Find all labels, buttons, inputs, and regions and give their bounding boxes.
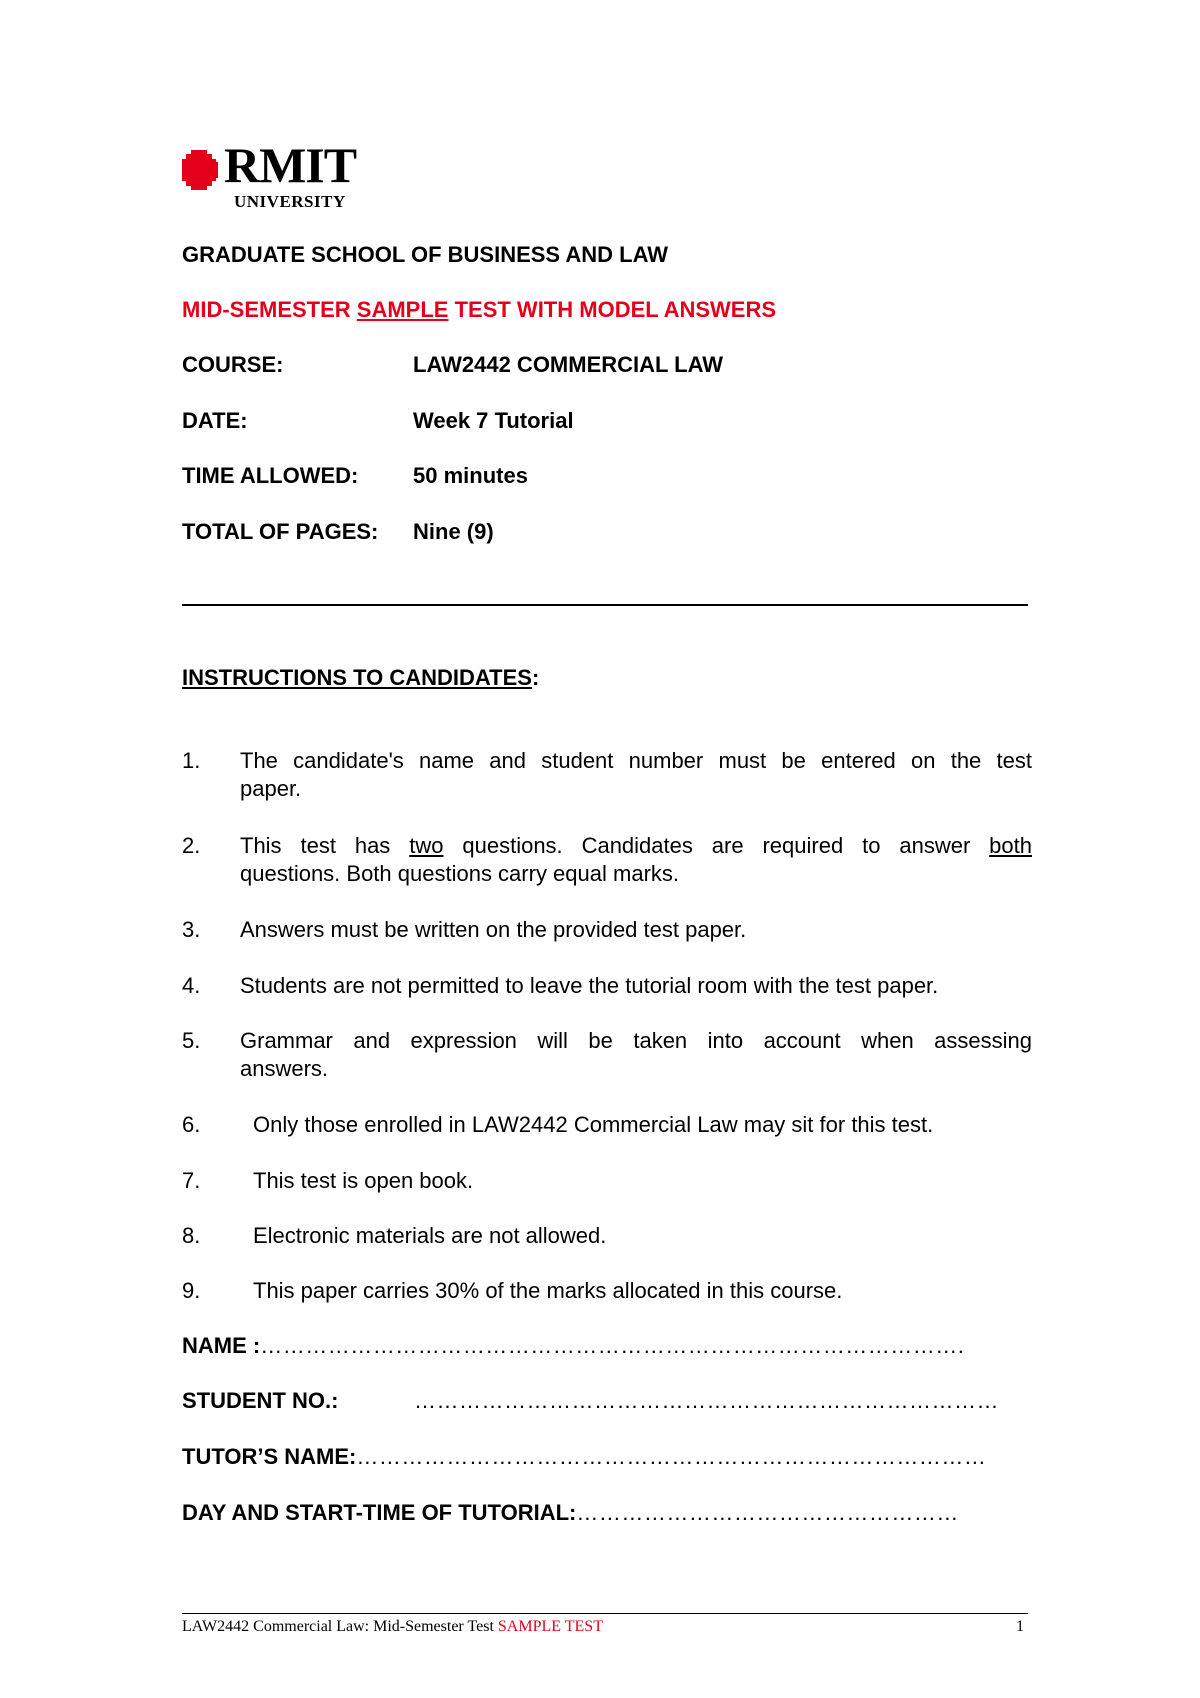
school-heading: GRADUATE SCHOOL OF BUSINESS AND LAW bbox=[182, 242, 669, 267]
instructions-heading bbox=[182, 665, 539, 691]
tutorial-time-field[interactable] bbox=[182, 1500, 959, 1526]
instruction-text: Students are not permitted to leave the tutorial room with the test paper. bbox=[240, 973, 939, 998]
time-allowed-value: 50 minutes bbox=[413, 463, 528, 488]
rmit-pixel-mark-icon bbox=[182, 150, 222, 190]
instruction-line bbox=[240, 832, 1032, 860]
instruction-item bbox=[182, 832, 1032, 888]
instruction-text bbox=[240, 1027, 1032, 1083]
instruction-line: Grammar and expression will be taken into account when assessing bbox=[240, 1028, 1032, 1053]
instruction-number: 7. bbox=[182, 1168, 201, 1193]
instruction-text: This paper carries 30% of the marks allocated in this course. bbox=[253, 1278, 843, 1303]
instruction-number: 9. bbox=[182, 1278, 201, 1303]
footer-course: LAW2442 Commercial Law: Mid-Semester Test bbox=[182, 1618, 498, 1635]
instruction-line-cont: answers. bbox=[240, 1056, 329, 1081]
instruction-underlined: both bbox=[989, 833, 1032, 858]
page-number: 1 bbox=[1016, 1618, 1024, 1635]
instruction-line: The candidate's name and student number must be entered on the test bbox=[240, 748, 1032, 773]
instruction-text bbox=[240, 747, 1032, 803]
tutorial-time-label: DAY AND START-TIME OF TUTORIAL: bbox=[182, 1500, 577, 1525]
instruction-line-cont: questions. Both questions carry equal marks. bbox=[240, 861, 680, 886]
date-label: DATE: bbox=[182, 408, 248, 433]
name-field[interactable] bbox=[182, 1333, 964, 1359]
time-allowed-label: TIME ALLOWED: bbox=[182, 463, 359, 488]
instruction-text: This test is open book. bbox=[253, 1168, 474, 1193]
instructions-heading-text: INSTRUCTIONS TO CANDIDATES bbox=[182, 665, 532, 690]
instruction-underlined: two bbox=[409, 833, 444, 858]
instruction-part: This test has bbox=[240, 833, 410, 858]
student-no-dots[interactable]: …………………………………………………………………… bbox=[414, 1388, 999, 1413]
date-value: Week 7 Tutorial bbox=[413, 408, 574, 433]
instructions-heading-colon: : bbox=[531, 665, 540, 690]
logo-wordmark: RMIT bbox=[224, 137, 357, 193]
instruction-number: 4. bbox=[182, 973, 201, 998]
instruction-part: questions. Candidates are required to answer bbox=[443, 833, 990, 858]
instruction-number: 5. bbox=[182, 1028, 201, 1053]
instruction-line-cont: paper. bbox=[240, 776, 302, 801]
rmit-logo bbox=[182, 137, 382, 212]
tutor-name-dots[interactable]: ………………………………………………………………………… bbox=[356, 1444, 987, 1469]
instruction-text bbox=[240, 832, 1032, 888]
instruction-number: 1. bbox=[182, 748, 201, 773]
test-title bbox=[182, 297, 776, 323]
test-title-sample: SAMPLE bbox=[356, 297, 449, 322]
test-title-before: MID-SEMESTER bbox=[182, 297, 357, 322]
tutorial-time-dots[interactable]: …………………………………………… bbox=[576, 1500, 959, 1525]
instruction-number: 2. bbox=[182, 833, 201, 858]
total-pages-value: Nine (9) bbox=[413, 519, 494, 544]
name-field-dots[interactable]: …………………………………………………………………………………. bbox=[260, 1333, 965, 1358]
course-value: LAW2442 COMMERCIAL LAW bbox=[413, 352, 724, 377]
footer-text bbox=[182, 1617, 603, 1637]
instruction-number: 8. bbox=[182, 1223, 201, 1248]
tutor-name-field[interactable] bbox=[182, 1444, 986, 1470]
instruction-item bbox=[182, 747, 1032, 803]
logo-subtitle: UNIVERSITY bbox=[234, 192, 346, 211]
footer-divider bbox=[182, 1613, 1028, 1614]
instruction-item bbox=[182, 1027, 1032, 1083]
instruction-number: 6. bbox=[182, 1112, 201, 1137]
instruction-text: Electronic materials are not allowed. bbox=[253, 1223, 607, 1248]
instruction-number: 3. bbox=[182, 917, 201, 942]
section-divider bbox=[182, 604, 1028, 606]
footer-sample-test: SAMPLE TEST bbox=[497, 1618, 603, 1635]
test-title-after: TEST WITH MODEL ANSWERS bbox=[448, 297, 777, 322]
student-no-label: STUDENT NO.: bbox=[182, 1388, 339, 1413]
name-field-label: NAME : bbox=[182, 1333, 261, 1358]
instruction-text: Answers must be written on the provided test paper. bbox=[240, 917, 747, 942]
course-label: COURSE: bbox=[182, 352, 284, 377]
tutor-name-label: TUTOR’S NAME: bbox=[182, 1444, 357, 1469]
instruction-text: Only those enrolled in LAW2442 Commercial Law may sit for this test. bbox=[253, 1112, 934, 1137]
student-no-field[interactable] bbox=[182, 1388, 999, 1414]
total-pages-label: TOTAL OF PAGES: bbox=[182, 519, 379, 544]
